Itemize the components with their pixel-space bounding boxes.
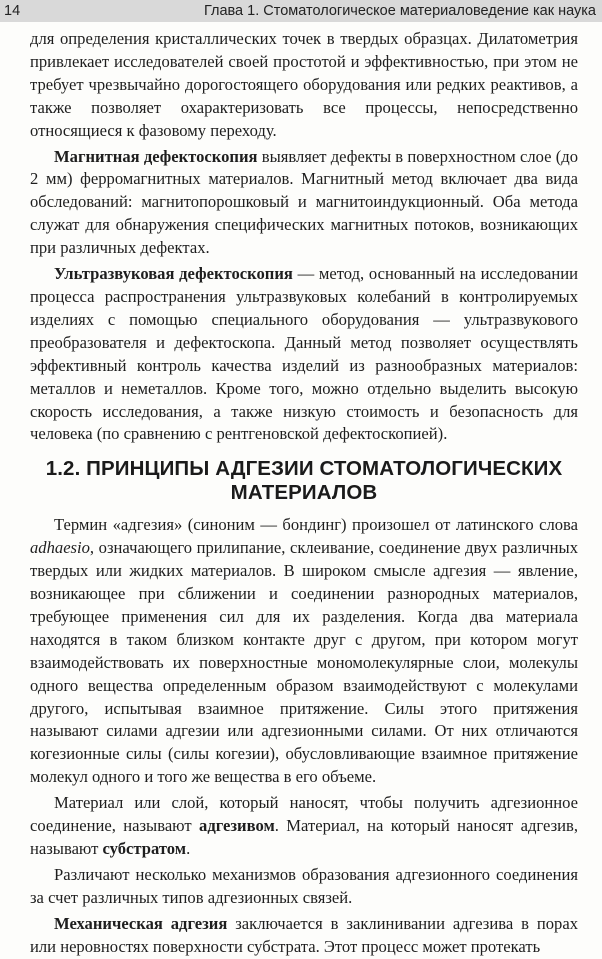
paragraph-adhesive-substrate <box>30 792 578 861</box>
paragraph-text: Термин «адгезия» (синоним — бондинг) произошел от латинского слова <box>54 515 578 535</box>
paragraph-mechanical-adhesion <box>30 913 578 959</box>
chapter-title: Глава 1. Стоматологическое материаловедение как наука <box>203 3 596 19</box>
paragraph-dilatometry <box>30 28 578 143</box>
term-substrate: субстратом <box>102 839 187 858</box>
paragraph-text: , означающего прилипание, склеивание, соединение двух различных твердых или жидких материалов. В широком смысле адгезия — явление, возникающее при сближении и соединении разнородных материалов, требующее применения сил для их разделения. Когда два материала находятся в таком близком контакте друг с другом, при котором могут взаимодействовать их поверхностные мономолекулярные слои, молекулы одного вещества определенным образом взаимодействуют с молекулами другого, испытывая взаимное притяжение. Силы этого притяжения называют силами адгезии или адгезионными силами. От них отличаются когезионные силы (силы когезии), обусловливающие взаимное притяжение молекул одного и того же вещества в его объеме. <box>30 538 578 787</box>
page-number: 14 <box>4 3 21 19</box>
paragraph-text: Материал или слой, который наносят, чтобы получить адгезионное соединение, называют <box>30 793 578 836</box>
paragraph-text: . Материал, на который наносят адгезив, называют <box>30 816 578 858</box>
term-magnetic: Магнитная дефектоскопия <box>54 146 258 166</box>
paragraph-text: — метод, основанный на исследовании процесса распространения ультразвуковых колебаний в контролируемых изделиях с помощью специального оборудования — ультразвукового преобразователя и дефектоскопа. Данный метод позволяет осуществлять эффективный контроль качества изделий из разнообразных материалов: металлов и неметаллов. Кроме того, можно отдельно выделить высокую скорость исследования, а также низкую стоимость и безопасность для человека (по сравнению с рентгеновской дефектоскопией). <box>30 264 578 444</box>
term-mechanical-adhesion: Механическая адгезия <box>54 913 228 933</box>
running-header <box>0 0 602 22</box>
section-heading-line2: МАТЕРИАЛОВ <box>230 481 378 505</box>
section-heading <box>30 457 578 505</box>
paragraph-magnetic <box>30 146 578 261</box>
paragraph-ultrasonic <box>30 263 578 446</box>
paragraph-text: выявляет дефекты в поверхностном слое (до 2 мм) ферромагнитных материалов. Магнитный метод включает два вида обследований: магнитопорошковый и магнитоиндукционный. Оба метода служат для обнаружения специфических магнитных потоков, возникающих при различных дефектах. <box>30 146 579 258</box>
page-body <box>30 28 578 959</box>
term-ultrasonic: Ультразвуковая дефектоскопия <box>54 264 293 284</box>
term-adhesive: адгезивом <box>199 816 275 836</box>
paragraph-text: заключается в заклинивании адгезива в порах или неровностях поверхности субстрата. Этот процесс может протекать <box>30 913 578 956</box>
section-heading-line1: 1.2. ПРИНЦИПЫ АДГЕЗИИ СТОМАТОЛОГИЧЕСКИХ <box>45 457 563 481</box>
paragraph-mechanisms <box>30 864 578 910</box>
paragraph-adhesion-term <box>30 514 578 789</box>
paragraph-text: . <box>186 839 191 858</box>
latin-word: adhaesio <box>30 538 90 558</box>
paragraph-text: Различают несколько механизмов образования адгезионного соединения за счет различных типов адгезионных связей. <box>30 864 578 907</box>
paragraph-text: для определения кристаллических точек в твердых образцах. Дилатометрия привлекает исследователей своей простотой и эффективностью, при этом не требует чрезвычайно дорогостоящего оборудования или редких реактивов, а также позволяет охарактеризовать все процессы, непосредственно относящиеся к фазовому переходу. <box>30 29 578 140</box>
